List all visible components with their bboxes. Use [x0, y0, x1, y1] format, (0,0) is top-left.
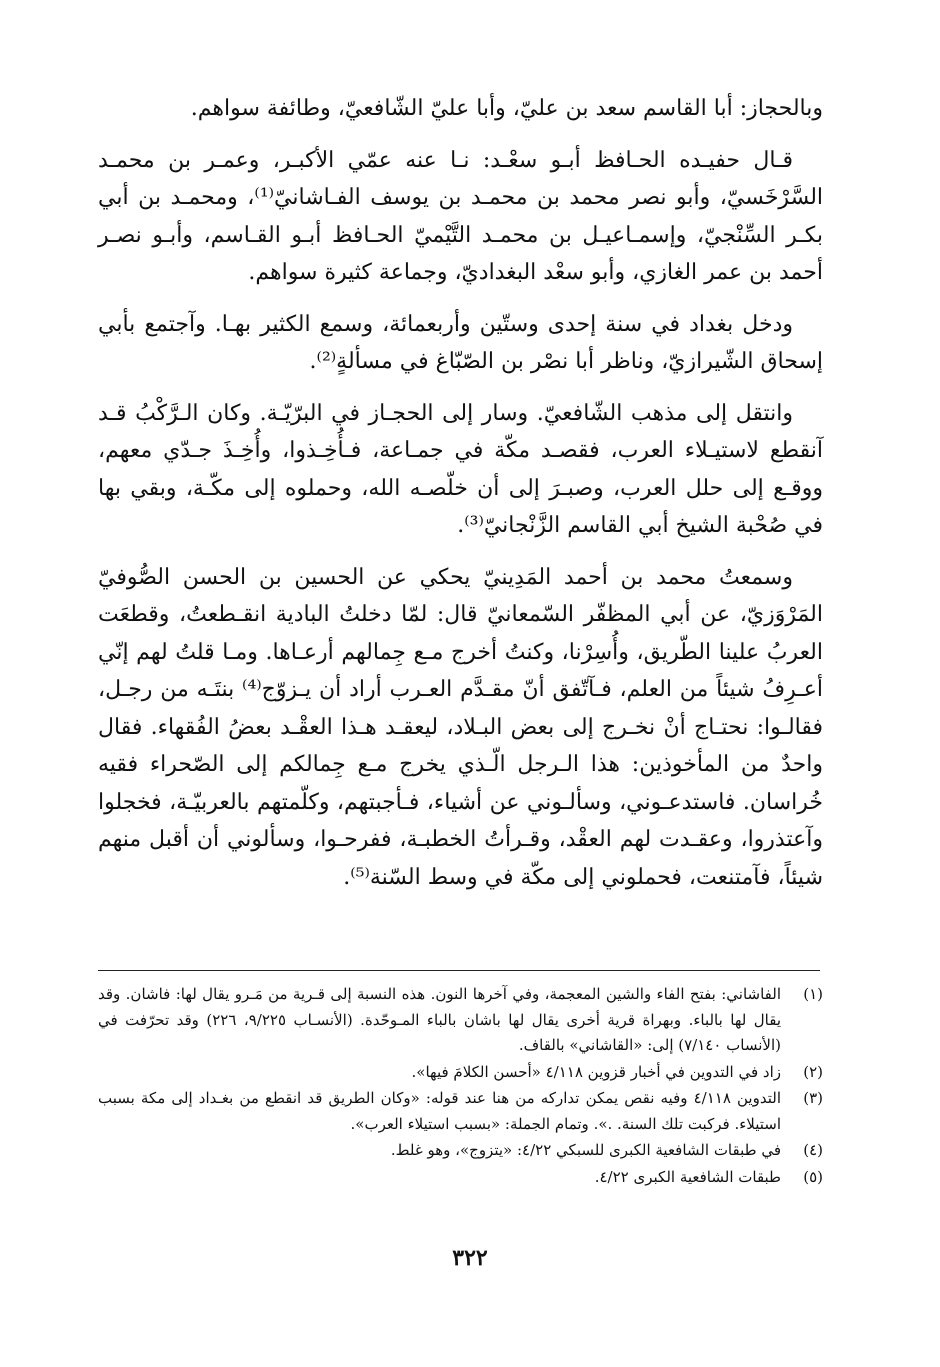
page-number: ٣٢٢	[452, 1245, 488, 1271]
footnote-text: زاد في التدوين في أخبار قزوين ٤/١١٨ «أحسن الكلامَ فيها».	[411, 1062, 781, 1081]
paragraph-4: وانتقل إلى مذهب الشّافعيّ. وسار إلى الحجـاز في البرّيّـة. وكان الـرَّكْبُ قـد آنقطع لاستيـلاء العرب، فقصـد مكّة في جمـاعة، فـأُخِـذوا، وأُخِـذَ جـدّي معهم، ووقـع إلى حلل العرب، وصبـرَ إلى أن خلّصـه الله، وحملوه إلى مكّـة، وبقي بها في صُحْبة الشيخ أبي القاسم الزَّنْجانيّ⁽³⁾.	[98, 400, 823, 538]
paragraph-5: وسمعتُ محمد بن أحمد المَدِينيّ يحكي عن الحسين بن الحسن الصُّوفيّ المَرْوَزيّ، عن أبي المظفّر السّمعانيّ قال: لمّا دخلتُ البادية انقـطعتُ، وقطعَت العربُ علينا الطّريق، وأُسِرْنا، وكنتُ أخرج مـع جِمالهم أرعـاها. ومـا قلتُ لهم إنّي أعـرِفُ شيئاً من العلم، فـآتّفق أنّ مقـدَّم العـرب أراد أن يـزوّج⁽⁴⁾ بنتَـه من رجـل، فقالـوا: نحتـاج أنْ نخـرج إلى بعض البـلاد، ليعقـد هـذا العقْـد بعضُ الفُقهاء. فقال واحدٌ من المأخوذين: هذا الـرجل الّـذي يخرج مـع جِمالكم إلى الصّحراء فقيه خُراسان. فاستدعـوني، وسألـوني عن أشياء، فـأجبتهم، وكلّمتهم بالعربيّـة، فخجلوا وآعتذروا، وعقـدت لهم العقْد، وقـرأتُ الخطبـة، ففرحـوا، وسألوني أن أقبل منهم شيئاً، فآمتنعت، فحملوني إلى مكّة في وسط السّنة⁽⁵⁾.	[98, 564, 823, 890]
footnote-divider	[98, 970, 820, 971]
paragraph-2: قـال حفيـده الحـافظ أبـو سعْـد: نـا عنه عمّي الأكبـر، وعمـر بن محمـد السَّرْخَسيّ، وأبو نصر محمد بن محمـد بن يوسف الفـاشانيّ⁽¹⁾، ومحمـد بن أبي بكـر السِّنْجيّ، وإسمـاعيـل بن محمـد التَّيْميّ الحـافظ أبـو القـاسم، وأبـو نصـر أحمد بن عمر الغازي، وأبو سعْد البغداديّ، وجماعة كثيرة سواهم.	[98, 147, 824, 285]
paragraph-1: وبالحجاز: أبا القاسم سعد بن عليّ، وأبا عليّ الشّافعيّ، وطائفة سواهم.	[190, 96, 823, 121]
main-text	[98, 90, 823, 910]
footnote-5	[98, 1165, 823, 1191]
paragraph-3: ودخل بغداد في سنة إحدى وستّين وأربعمائة، وسمع الكثير بهـا. وآجتمع بأبي إسحاق الشّيرازيّ، وناظر أبا نصْر بن الصّبّاغ في مسألةٍ⁽²⁾.	[98, 311, 823, 374]
footnote-number: (٤)	[803, 1141, 823, 1159]
footnote-number: (٣)	[803, 1089, 823, 1107]
footnotes	[98, 982, 823, 1191]
footnote-text: التدوين ٤/١١٨ وفيه نقص يمكن تداركه من هنا عند قوله: «وكان الطريق قد انقطع من بغـداد إلى مكة بسبب استيلاء. فركبت تلك السنة. .». وتمام الجملة: «بسبب استيلاء العرب».	[98, 1089, 781, 1133]
footnote-text: طبقات الشافعية الكبرى ٤/٢٢.	[594, 1167, 781, 1186]
footnote-number: (٥)	[803, 1167, 823, 1186]
footnote-number: (٢)	[803, 1062, 823, 1081]
footnote-number: (١)	[803, 985, 823, 1003]
footnote-1	[98, 982, 823, 1059]
footnote-4	[98, 1138, 823, 1164]
footnote-3	[98, 1086, 823, 1137]
footnote-text: الفاشاني: بفتح الفاء والشين المعجمة، وفي آخرها النون. هذه النسبة إلى قـرية من مَـرو يقال لها: فاشان. وقد يقال لها بالباء. وبهراة قرية أخرى يقال لها باشان بالباء المـوحّدة. (الأنسـاب ٩/٢٢٥، ٢٢٦) وقد تحرّفت في (الأنساب ٧/١٤٠) إلى: «القاشاني» بالقاف.	[98, 985, 782, 1054]
footnote-2	[98, 1060, 823, 1086]
footnote-text: في طبقات الشافعية الكبرى للسبكي ٤/٢٢: «يتزوج»، وهو غلط.	[390, 1141, 781, 1159]
